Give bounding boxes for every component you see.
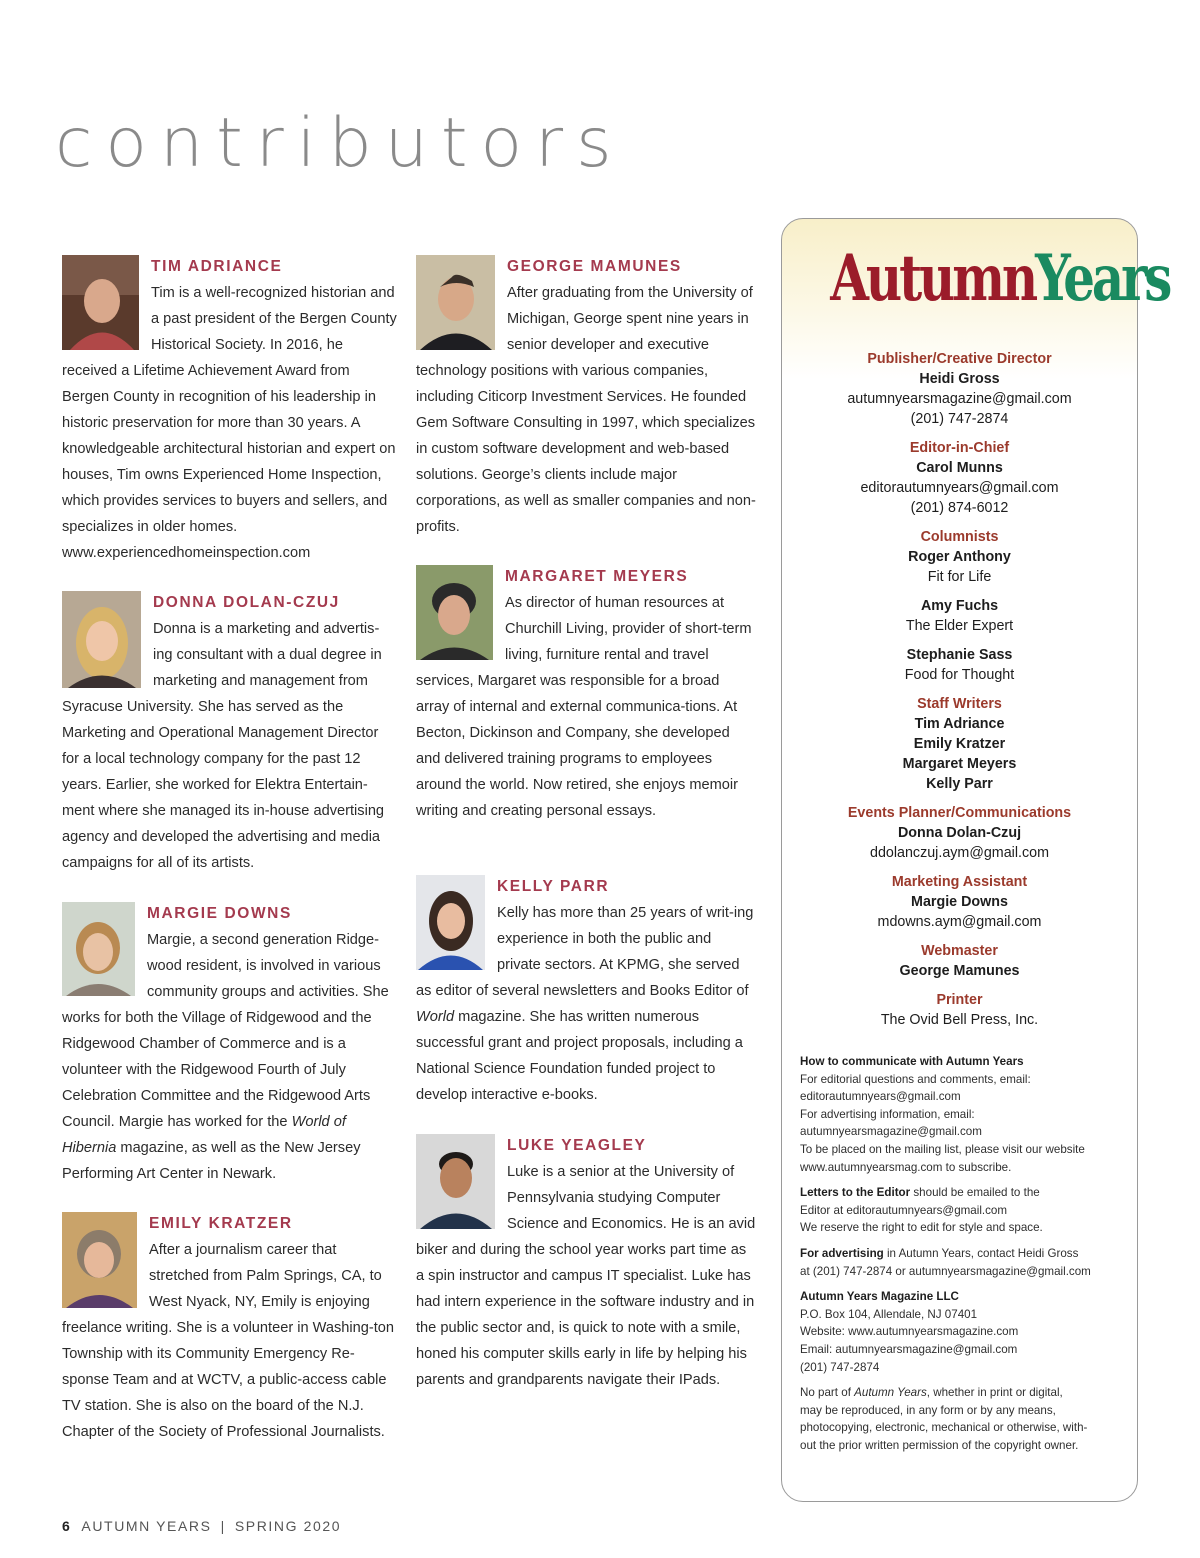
contact-info [800, 1053, 1130, 1462]
bio-kelly-parr [416, 874, 756, 1108]
bio-margaret-meyers [416, 564, 756, 824]
masthead-panel [781, 218, 1170, 1502]
photo-george-mamunes [416, 255, 495, 350]
bio-name: EMILY KRATZER [149, 1215, 293, 1232]
advertising-block: For advertising in Autumn Years, contact Heidi Gross at (201) 747-2874 or autumnyearsmagazine@gmail.com [800, 1246, 1091, 1278]
bio-name: GEORGE MAMUNES [507, 258, 682, 275]
photo-margaret-meyers [416, 565, 493, 660]
staff-events-planner: Events Planner/Communications Donna Dolan-Czuj ddolanczuj.aym@gmail.com [847, 805, 1072, 861]
staff-webmaster: Webmaster George Mamunes [899, 943, 1020, 979]
photo-luke-yeagley [416, 1134, 495, 1229]
bio-text: Tim is a well-recognized historian and a past president of the Bergen County Historical Society. In 2016, he received a Lifetime Achievement Award from Bergen County in recognition of his leadership in historic preservation for more than 30 years. A knowledgeable architectural historian and expert on houses, Tim owns Experienced Home Inspection, which provides services to buyers and sellers, and specializes in older homes. www.experiencedhomeinspection.com [62, 285, 397, 561]
bio-donna-dolan-czuj [62, 590, 397, 876]
bio-george-mamunes [416, 254, 756, 540]
bio-name: MARGIE DOWNS [147, 905, 292, 922]
bio-tim-adriance [62, 254, 397, 566]
communicate-block: How to communicate with Autumn Years For editorial questions and comments, email: editorautumnyears@gmail.com For advertising information, email: autumnyearsmagazine@gmail.com To be placed on the mailing list, please visit our website www.autumnyearsmag.com to subscribe. [800, 1055, 1085, 1174]
staff-writers: Staff Writers Tim Adriance Emily Kratzer Margaret Meyers Kelly Parr [902, 696, 1017, 792]
photo-tim-adriance [62, 255, 139, 350]
bio-text: Luke is a senior at the University of Pennsylvania studying Computer Science and Economics. He is an avid biker and during the school year works part time as a spin instructor and campus IT specialist. Luke has had intern experience in the software industry and in the public sector and, is quick to note with a smile, honed his computer skills early in life by helping his parents and grandparents navigate their IPads. [416, 1164, 756, 1388]
page-number: 6 [62, 1518, 72, 1534]
footer-magazine: AUTUMN YEARS [81, 1518, 212, 1534]
staff-marketing-assistant: Marketing Assistant Margie Downs mdowns.aym@gmail.com [877, 874, 1042, 930]
staff-columnists: Columnists Roger Anthony Fit for Life Amy Fuchs The Elder Expert Stephanie Sass Food for Thought [904, 529, 1015, 683]
staff-editor: Editor-in-Chief Carol Munns editorautumnyears@gmail.com (201) 874-6012 [860, 440, 1059, 516]
company-block: Autumn Years Magazine LLC P.O. Box 104, Allendale, NJ 07401 Website: www.autumnyearsmagazine.com Email: autumnyearsmagazine@gmail.com (201) 747-2874 [800, 1290, 1019, 1374]
bio-name: TIM ADRIANCE [151, 258, 283, 275]
bio-luke-yeagley [416, 1133, 756, 1393]
copyright-block: No part of Autumn Years, whether in print or digital, may be reproduced, in any form or by any means, photocopying, electronic, mechanical or otherwise, with- out the prior written permission of the copyright owner. [800, 1386, 1088, 1452]
bio-text: Margie, a second generation Ridge-wood resident, is involved in various community groups and activities. She works for both the Village of Ridgewood and the Ridgewood Chamber of Commerce and is a volunteer with the Ridgewood Fourth of July Celebration Committee and the Ridgewood Arts Council. Margie has worked for the World of Hibernia magazine, as well as the New Jersey Performing Art Center in Newark. [62, 932, 389, 1182]
letters-block: Letters to the Editor should be emailed to the Editor at editorautumnyears@gmail.com We reserve the right to edit for style and space. [800, 1186, 1043, 1235]
bio-text: As director of human resources at Churchill Living, provider of short-term living, furniture rental and travel services, Margaret was responsible for a broad array of internal and external communica-tions. At Becton, Dickinson and Company, she developed and delivered training programs to employees around the world. Now retired, she enjoys memoir writing and creating personal essays. [416, 595, 752, 819]
bio-emily-kratzer [62, 1211, 397, 1445]
photo-emily-kratzer [62, 1212, 137, 1308]
photo-donna-dolan-czuj [62, 591, 141, 688]
bio-text: Donna is a marketing and advertis-ing consultant with a dual degree in marketing and management from Syracuse University. She has served as the Marketing and Operational Management Director for a local technology company for the past 12 years. Earlier, she worked for Elektra Entertain-ment where she managed its in-house advertising agency and developed the advertising and media campaigns for all of its artists. [62, 621, 385, 871]
bio-text: Kelly has more than 25 years of writ-ing experience in both the public and private sectors. At KPMG, she served as editor of several newsletters and Books Editor of World magazine. She has written numerous successful grant and project proposals, including a National Science Foundation funded project to develop interactive e-books. [416, 905, 754, 1103]
bio-text: After a journalism career that stretched from Palm Springs, CA, to West Nyack, NY, Emily is enjoying freelance writing. She is a volunteer in Washing-ton Township with its Community Emergency Re-sponse Team and at WCTV, a public-access cable TV station. She is also on the board of the N.J. Chapter of the Society of Professional Journalists. [62, 1242, 395, 1440]
photo-kelly-parr [416, 875, 485, 970]
autumn-years-logo: AutumnYears [830, 241, 1170, 316]
bio-name: KELLY PARR [497, 878, 610, 895]
footer-issue: SPRING 2020 [234, 1518, 342, 1534]
photo-margie-downs [62, 902, 135, 996]
bio-margie-downs [62, 901, 397, 1187]
bio-text: After graduating from the University of Michigan, George spent nine years in senior developer and executive technology positions with various companies, including Citicorp Investment Services. He founded Gem Software Consulting in 1997, which specializes in custom software development and web-based solutions. George’s clients include major corporations, as well as smaller companies and non-profits. [416, 285, 756, 535]
bio-name: DONNA DOLAN-CZUJ [153, 594, 340, 611]
staff-directory [782, 349, 1137, 1039]
page-title: contributors [55, 104, 625, 183]
bio-name: MARGARET MEYERS [505, 568, 689, 585]
footer-separator: | [220, 1518, 226, 1534]
staff-publisher: Publisher/Creative Director Heidi Gross autumnyearsmagazine@gmail.com (201) 747-2874 [847, 351, 1072, 427]
staff-printer: Printer The Ovid Bell Press, Inc. [880, 992, 1039, 1028]
bio-name: LUKE YEAGLEY [507, 1137, 647, 1154]
page-footer [62, 1518, 341, 1534]
